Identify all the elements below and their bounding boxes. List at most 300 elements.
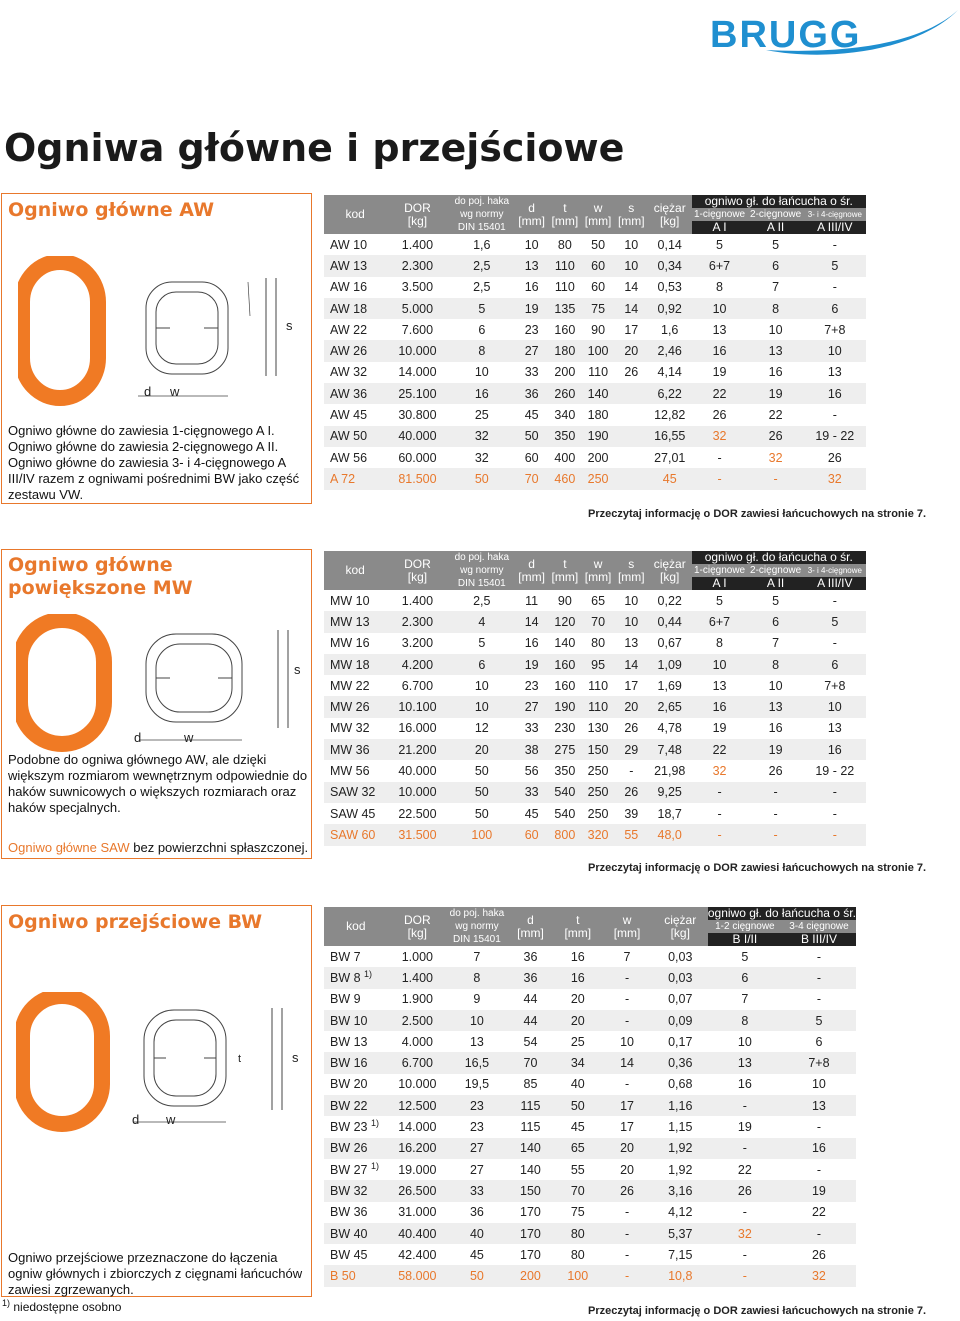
bw-cell: 1.900 [388,989,447,1010]
aw-cell: AW 45 [324,404,386,425]
table-row [324,1180,856,1201]
bw-cell: 7 [447,946,507,967]
mw-cell: 26 [748,760,804,781]
mw-cell: 27 [515,696,548,717]
mw-cell: 19 [692,718,748,739]
aw-col-hook: do poj. haka wg normy DIN 15401 [449,195,515,234]
bw-cell: 10 [782,1074,856,1095]
aw-cell: 12,82 [648,404,692,425]
mw-cell: SAW 32 [324,782,386,803]
table-row [324,1159,856,1180]
mw-cell: - [692,782,748,803]
aw-cell: AW 18 [324,298,386,319]
brand-wordmark: BRUGG [710,14,862,56]
bw-cell: - [782,946,856,967]
aw-dim-s: s [286,318,293,333]
bw-col-b2: B III/IV [782,933,856,946]
aw-cell [615,383,648,404]
aw-panel [1,193,312,504]
aw-cell: 400 [548,447,581,468]
aw-col-c3: 3- i 4-cięgnowe [804,208,866,221]
aw-cell: 190 [581,426,614,447]
bw-cell: 26 [708,1180,782,1201]
aw-cell: 16 [449,383,515,404]
bw-cell: 19 [708,1116,782,1137]
bw-cell: - [782,989,856,1010]
bw-cell: 1,92 [653,1138,708,1159]
mw-cell: - [748,782,804,803]
mw-cell: 45 [515,803,548,824]
table-row [324,611,866,632]
aw-cell: 80 [548,234,581,255]
mw-cell: - [615,760,648,781]
table-row [324,468,866,489]
bw-cell: 115 [507,1095,554,1116]
mw-cell: 250 [581,782,614,803]
aw-cell: 100 [581,340,614,361]
mw-cell: 150 [581,739,614,760]
bw-cell: 10 [601,1031,652,1052]
bw-cell: 50 [447,1265,507,1286]
mw-cell: 250 [581,803,614,824]
mw-cell: 7 [748,633,804,654]
mw-col-kod: kod [324,551,386,590]
table-row [324,1202,856,1223]
bw-col-kod: kod [324,907,388,946]
table-row [324,1116,856,1137]
mw-cell: 16 [804,739,866,760]
mw-col-s: s [mm] [615,551,648,590]
bw-cell: 70 [507,1052,554,1073]
mw-cell: 1,09 [648,654,692,675]
mw-cell: 6 [449,654,515,675]
aw-cell: 32 [748,447,804,468]
table-row [324,298,866,319]
aw-cell: 32 [449,447,515,468]
aw-cell: 0,53 [648,277,692,298]
table-row [324,383,866,404]
aw-cell: 1,6 [648,319,692,340]
bw-cell: 23 [447,1095,507,1116]
aw-cell: 10 [515,234,548,255]
bw-ref-note: Przeczytaj informację o DOR zawiesi łańcuchowych na stronie 7. [588,1305,927,1317]
mw-col-t: t [mm] [548,551,581,590]
mw-cell: 39 [615,803,648,824]
mw-cell: MW 10 [324,590,386,611]
bw-cell: 9 [447,989,507,1010]
bw-cell: 19,5 [447,1074,507,1095]
bw-cell: - [601,989,652,1010]
bw-cell: 14.000 [388,1116,447,1137]
bw-cell: 26 [782,1244,856,1265]
mw-cell: 29 [615,739,648,760]
bw-description: Ogniwo przejściowe przeznaczone do łączenia ogniw głównych i zbiorczych z cięgnami łańcuchów zawiesi zgrzewanych. [8,1250,303,1297]
bw-cell: 32 [782,1265,856,1286]
aw-cell: AW 16 [324,277,386,298]
bw-dim-w: w [166,1112,176,1127]
bw-col-t: t [mm] [554,907,601,946]
unavailable-footnote [2,1300,121,1314]
bw-col-weight: ciężar [kg] [653,907,708,946]
aw-title: Ogniwo główne AW [8,199,215,221]
bw-panel [1,905,312,1297]
mw-cell: 21,98 [648,760,692,781]
bw-cell: 17 [601,1116,652,1137]
mw-title-line1: Ogniwo główne [8,554,173,576]
aw-cell: AW 22 [324,319,386,340]
mw-cell: 4,78 [648,718,692,739]
table-row [324,447,866,468]
aw-cell: 27,01 [648,447,692,468]
mw-saw-note-rest: bez powierzchni spłaszczonej. [129,840,309,855]
aw-cell [615,404,648,425]
aw-cell: 60 [581,255,614,276]
bw-cell: 25 [554,1031,601,1052]
aw-cell: AW 26 [324,340,386,361]
mw-cell: 16 [692,696,748,717]
aw-col-dor: DOR [kg] [386,195,448,234]
mw-cell: - [804,782,866,803]
mw-cell: 3.200 [386,633,448,654]
bw-cell: 32 [708,1223,782,1244]
mw-cell: 540 [548,803,581,824]
bw-cell: 5,37 [653,1223,708,1244]
mw-cell: 10 [615,611,648,632]
aw-cell: 90 [581,319,614,340]
aw-cell: 19 - 22 [804,426,866,447]
bw-cell: 140 [507,1159,554,1180]
aw-cell: 135 [548,298,581,319]
mw-col-hook: do poj. haka wg normy DIN 15401 [449,551,515,590]
table-row [324,1074,856,1095]
bw-cell: 1,15 [653,1116,708,1137]
mw-cell: 17 [615,675,648,696]
mw-cell: 4 [449,611,515,632]
bw-cell: 80 [554,1223,601,1244]
bw-cell: 19.000 [388,1159,447,1180]
bw-cell: 0,17 [653,1031,708,1052]
bw-cell: 0,36 [653,1052,708,1073]
bw-cell: 27 [447,1138,507,1159]
mw-cell: SAW 60 [324,824,386,845]
table-row [324,234,866,255]
aw-cell: 7.600 [386,319,448,340]
mw-cell: 6 [748,611,804,632]
aw-cell: 32 [804,468,866,489]
aw-cell: 7 [748,277,804,298]
mw-col-chain: ogniwo gł. do łańcucha o śr. [692,551,867,564]
aw-link-drawing [18,256,308,406]
mw-cell: 13 [804,718,866,739]
bw-cell: - [601,1202,652,1223]
bw-cell: 26.500 [388,1180,447,1201]
bw-cell: BW 45 [324,1244,388,1265]
aw-cell: 180 [581,404,614,425]
aw-cell: 50 [515,426,548,447]
aw-cell: 10 [449,362,515,383]
brand-logo [706,6,960,58]
bw-table [324,907,856,1287]
mw-cell: 350 [548,760,581,781]
aw-cell: 6+7 [692,255,748,276]
aw-cell: 75 [581,298,614,319]
aw-cell: 22 [692,383,748,404]
aw-cell: 19 [692,362,748,383]
aw-cell: 10 [804,340,866,361]
mw-cell: 5 [692,590,748,611]
bw-cell: 12.500 [388,1095,447,1116]
aw-col-d: d [mm] [515,195,548,234]
mw-col-w: w [mm] [581,551,614,590]
bw-cell: 4.000 [388,1031,447,1052]
aw-cell: AW 50 [324,426,386,447]
aw-cell: 5 [804,255,866,276]
mw-cell: 26 [615,782,648,803]
bw-cell: 34 [554,1052,601,1073]
aw-cell: - [804,234,866,255]
aw-cell: 17 [615,319,648,340]
bw-cell: 100 [554,1265,601,1286]
bw-cell: 10,8 [653,1265,708,1286]
bw-cell: 40.400 [388,1223,447,1244]
bw-col-b1: B I/II [708,933,782,946]
mw-cell: 40.000 [386,760,448,781]
bw-cell: 45 [447,1244,507,1265]
bw-cell: 0,09 [653,1010,708,1031]
mw-cell: 275 [548,739,581,760]
aw-cell: 1,6 [449,234,515,255]
bw-dim-d: d [132,1112,140,1127]
bw-cell: 42.400 [388,1244,447,1265]
bw-cell: 36 [507,967,554,988]
bw-cell: 16 [554,967,601,988]
table-row [324,340,866,361]
bw-cell: 115 [507,1116,554,1137]
bw-cell: 13 [708,1052,782,1073]
mw-cell: 140 [548,633,581,654]
aw-dim-w: w [170,384,180,399]
bw-link-drawing [16,992,308,1132]
aw-cell: 60 [515,447,548,468]
bw-cell: BW 26 [324,1138,388,1159]
mw-col-a2: A II [748,577,804,590]
bw-cell: 150 [507,1180,554,1201]
bw-cell: 40 [554,1074,601,1095]
table-row [324,760,866,781]
aw-cell: 110 [548,255,581,276]
mw-saw-note-accent: Ogniwo główne SAW [8,840,130,855]
mw-cell: 5 [748,590,804,611]
bw-col-w: w [mm] [601,907,652,946]
bw-cell: 40 [447,1223,507,1244]
mw-cell: 10 [804,696,866,717]
mw-cell: 50 [449,760,515,781]
aw-cell: 2,5 [449,277,515,298]
aw-cell: 0,14 [648,234,692,255]
bw-cell: BW 23 $^{1)}$ [324,1116,388,1137]
aw-cell: 10 [615,234,648,255]
mw-cell: 10 [748,675,804,696]
mw-cell: 70 [581,611,614,632]
bw-cell: - [782,967,856,988]
mw-cell: 32 [692,760,748,781]
aw-cell: 5 [748,234,804,255]
aw-cell: 50 [581,234,614,255]
bw-cell: B 50 [324,1265,388,1286]
aw-cell: 14 [615,298,648,319]
bw-dim-s: s [292,1050,299,1065]
bw-cell: 36 [447,1202,507,1223]
mw-cell: 540 [548,782,581,803]
mw-table [324,551,866,846]
mw-cell: 190 [548,696,581,717]
table-row [324,675,866,696]
bw-cell: 1,92 [653,1159,708,1180]
mw-cell: 14 [515,611,548,632]
mw-cell: - [804,590,866,611]
mw-cell: 100 [449,824,515,845]
mw-cell: 38 [515,739,548,760]
aw-cell: 6 [804,298,866,319]
mw-cell: 65 [581,590,614,611]
table-row [324,1223,856,1244]
bw-cell: 170 [507,1223,554,1244]
aw-cell: 27 [515,340,548,361]
table-row [324,426,866,447]
bw-cell: 170 [507,1202,554,1223]
aw-cell: 19 [515,298,548,319]
mw-cell: 10 [615,590,648,611]
page-title: Ogniwa główne i przejściowe [4,126,625,170]
bw-cell: 16 [782,1138,856,1159]
bw-cell: 16 [554,946,601,967]
mw-link-drawing [16,614,308,754]
bw-cell: BW 10 [324,1010,388,1031]
mw-cell: 31.500 [386,824,448,845]
mw-cell: 230 [548,718,581,739]
aw-cell: 0,92 [648,298,692,319]
bw-cell: 0,68 [653,1074,708,1095]
bw-cell: 55 [554,1159,601,1180]
aw-cell: 160 [548,319,581,340]
aw-cell: 10 [615,255,648,276]
mw-col-a1: A I [692,577,748,590]
aw-cell: 1.400 [386,234,448,255]
aw-cell: 25 [449,404,515,425]
mw-cell: 60 [515,824,548,845]
mw-panel [1,549,312,859]
aw-cell: 13 [804,362,866,383]
aw-col-c2: 2-cięgnowe [748,208,804,221]
mw-cell: 19 [748,739,804,760]
table-row [324,654,866,675]
mw-cell: 19 - 22 [804,760,866,781]
mw-cell: 10.100 [386,696,448,717]
aw-cell: 16 [804,383,866,404]
mw-cell: MW 18 [324,654,386,675]
aw-cell: 20 [615,340,648,361]
bw-cell: 10 [708,1031,782,1052]
aw-cell: 19 [748,383,804,404]
bw-cell: BW 9 [324,989,388,1010]
mw-dim-d: d [134,730,142,745]
mw-cell: 13 [692,675,748,696]
mw-cell: 20 [615,696,648,717]
aw-cell [615,426,648,447]
bw-cell: 20 [601,1138,652,1159]
mw-title [8,554,193,600]
aw-cell: 8 [748,298,804,319]
bw-cell: 13 [447,1031,507,1052]
bw-cell: 75 [554,1202,601,1223]
aw-cell: 5 [449,298,515,319]
bw-cell: 10.000 [388,1074,447,1095]
aw-cell: 70 [515,468,548,489]
mw-cell: 8 [748,654,804,675]
mw-cell: SAW 45 [324,803,386,824]
table-row [324,782,866,803]
mw-cell: - [748,803,804,824]
mw-cell: - [804,803,866,824]
aw-col-s: s [mm] [615,195,648,234]
aw-cell: 140 [581,383,614,404]
mw-cell: - [804,824,866,845]
mw-cell: 48,0 [648,824,692,845]
aw-cell: 200 [581,447,614,468]
bw-cell: 80 [554,1244,601,1265]
aw-cell: 13 [515,255,548,276]
mw-cell: 5 [804,611,866,632]
aw-cell: AW 56 [324,447,386,468]
bw-cell: 170 [507,1244,554,1265]
bw-cell: 16.200 [388,1138,447,1159]
aw-cell [615,468,648,489]
bw-col-hook: do poj. haka wg normy DIN 15401 [447,907,507,946]
aw-cell: 10.000 [386,340,448,361]
mw-cell: 22.500 [386,803,448,824]
bw-col-c2: 3-4 cięgnowe [782,920,856,933]
mw-dim-w: w [184,730,194,745]
bw-cell: 7,15 [653,1244,708,1265]
mw-cell: 0,22 [648,590,692,611]
aw-cell: 14.000 [386,362,448,383]
bw-cell: 6 [782,1031,856,1052]
bw-cell: 8 [447,967,507,988]
bw-cell: 0,03 [653,946,708,967]
aw-cell: - [804,277,866,298]
bw-cell: - [708,1244,782,1265]
aw-cell: 16 [515,277,548,298]
bw-cell: 26 [601,1180,652,1201]
aw-cell: AW 10 [324,234,386,255]
bw-cell: 3,16 [653,1180,708,1201]
table-row [324,633,866,654]
mw-cell: 250 [581,760,614,781]
bw-cell: 7 [708,989,782,1010]
table-row [324,989,856,1010]
mw-cell: MW 16 [324,633,386,654]
bw-cell: 36 [507,946,554,967]
bw-cell: 6.700 [388,1052,447,1073]
bw-cell: - [708,1138,782,1159]
mw-cell: 10 [692,654,748,675]
mw-cell: 6 [804,654,866,675]
aw-cell: 25.100 [386,383,448,404]
aw-cell: AW 36 [324,383,386,404]
mw-cell: 80 [581,633,614,654]
aw-cell: 26 [692,404,748,425]
bw-cell: 10 [447,1010,507,1031]
